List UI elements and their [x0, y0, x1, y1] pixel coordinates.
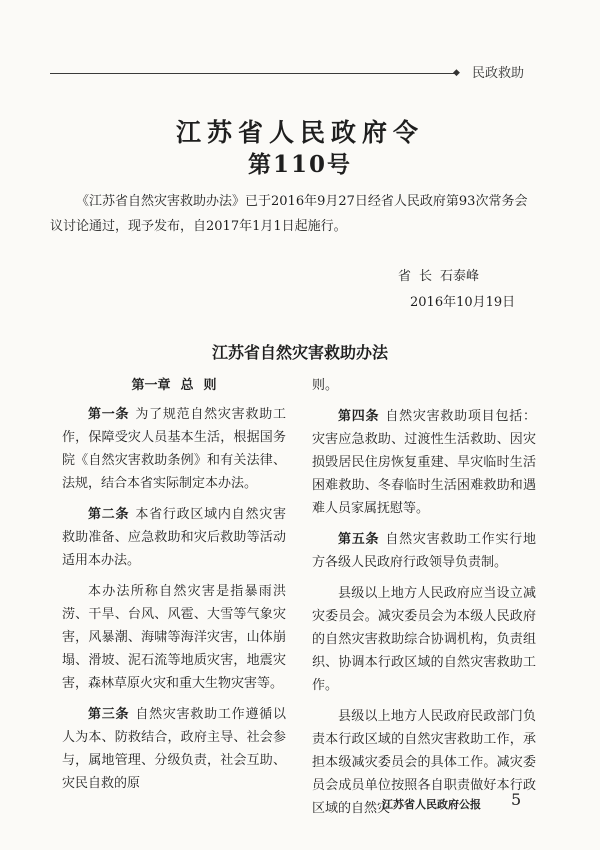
article-2-paragraph-2: 本办法所称自然灾害是指暴雨洪涝、干旱、台风、风雹、大雪等气象灾害，风暴潮、海啸等海洋灾害，山体崩塌、滑坡、泥石流等地质灾害，地震灾害，森林草原火灾和重大生物灾害等。 [62, 584, 286, 691]
article-3-label: 第三条 [88, 707, 130, 722]
left-column [62, 374, 286, 803]
section-label: 民政救助 [472, 66, 525, 81]
publication-name: 江苏省人民政府公报 [382, 798, 481, 811]
article-3-continued: 则。 [312, 378, 339, 393]
right-column [312, 374, 536, 828]
article-5-paragraph-2: 县级以上地方人民政府应当设立减灾委员会。减灾委员会为本级人民政府的自然灾害救助综合协调机构，负责组织、协调本行政区域的自然灾害救助工作。 [312, 586, 536, 693]
article-2 [62, 503, 286, 572]
article-4-label: 第四条 [338, 409, 380, 424]
article-5-paragraph-3: 县级以上地方人民政府民政部门负责本行政区域的自然灾害救助工作，承担本级减灾委员会的具体工作。减灾委员会成员单位按照各自职责做好本行政区域的自然灾 [312, 709, 536, 816]
article-5 [312, 528, 536, 574]
article-4 [312, 405, 536, 520]
article-5-label: 第五条 [338, 532, 380, 547]
signature-title-char-2: 长 [419, 269, 433, 284]
article-2-label: 第二条 [88, 507, 130, 522]
signature-title [398, 265, 479, 284]
chapter-heading [62, 374, 286, 397]
article-2-text: 本省行政区域内自然灾害救助准备、应急救助和灾后救助等活动适用本办法。 [62, 507, 286, 568]
article-3-text: 自然灾害救助工作遵循以人为本、防救结合，政府主导、社会参与，属地管理、分级负责，社会互助、灾民自救的原 [62, 707, 286, 791]
header-rule [50, 73, 455, 74]
article-1-text: 为了规范自然灾害救助工作，保障受灾人员基本生活，根据国务院《自然灾害救助条例》和有关法律、法规，结合本省实际制定本办法。 [62, 407, 286, 491]
signature-title-char-1: 省 [398, 269, 412, 284]
article-5-text: 自然灾害救助工作实行地方各级人民政府行政领导负责制。 [312, 532, 536, 570]
article-4-text: 自然灾害救助项目包括：灾害应急救助、过渡性生活救助、因灾损毁居民住房恢复重建、旱灾临时生活困难救助、冬春临时生活困难救助和遇难人员家属抚慰等。 [312, 409, 536, 516]
decree-title: 江苏省人民政府令 [175, 118, 424, 147]
decree-number: 第110号 [247, 151, 352, 178]
signature-name: 石泰峰 [440, 269, 480, 284]
regulation-title: 江苏省自然灾害救助办法 [211, 343, 388, 362]
page-number: 5 [511, 790, 522, 809]
article-1 [62, 403, 286, 495]
header-diamond-icon: ◆ [453, 68, 460, 78]
article-3 [62, 703, 286, 795]
chapter-name-1: 总 [180, 378, 194, 393]
decree-intro: 《江苏省自然灾害救助办法》已于2016年9月27日经省人民政府第93次常务会议讨论通过，现予发布，自2017年1月1日起施行。 [50, 194, 528, 234]
signature-date: 2016年10月19日 [410, 295, 516, 310]
chapter-name-2: 则 [203, 378, 217, 393]
chapter-number: 第一章 [131, 378, 171, 393]
article-1-label: 第一条 [88, 407, 130, 422]
